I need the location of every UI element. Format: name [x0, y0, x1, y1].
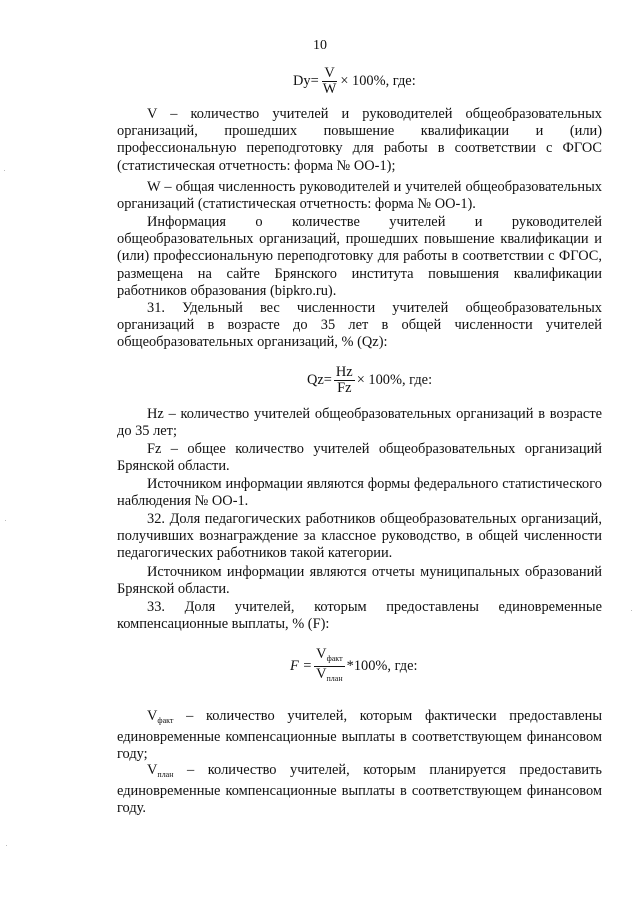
scan-speck [4, 170, 5, 171]
page-number: 10 [313, 38, 327, 53]
paragraph-v-definition: V – количество учителей и руководителей общеобразовательных организаций, прошедших повышение квалификации и (или) профессиональную переподготовку для работы в соответствии с ФГОС (статистическая отчетность: форма № ОО-1); [117, 106, 602, 174]
vfakt-text: – количество учителей, которым фактически предоставлены единовременные компенсационные выплаты в соответствующем финансовом году; [117, 708, 602, 763]
formula-qz-numerator: Hz [335, 364, 353, 380]
formula-qz-lhs: Qz= [307, 372, 332, 388]
vplan-symbol: V [147, 762, 158, 778]
paragraph-source-oo1: Источником информации являются формы федерального статистического наблюдения № ОО-1. [117, 476, 602, 510]
formula-f-numerator: $V_{факт}$ [314, 647, 344, 667]
formula-dy [293, 66, 416, 97]
formula-dy-fraction [321, 66, 339, 97]
vplan-subscript: план [157, 770, 174, 779]
paragraph-vplan-definition [117, 762, 602, 818]
paragraph-fz-definition: Fz – общее количество учителей общеобразовательных организаций Брянской области. [117, 441, 602, 475]
paragraph-source-municipal: Источником информации являются отчеты муниципальных образований Брянской области. [117, 564, 602, 598]
formula-qz-fraction [334, 365, 355, 396]
formula-qz-denominator: Fz [337, 380, 352, 396]
paragraph-vfakt-definition [117, 708, 602, 764]
formula-f-rhs: *100%, где: [346, 658, 418, 674]
formula-f-lhs: F = [290, 658, 313, 674]
formula-dy-numerator: V [324, 65, 335, 81]
vfakt-subscript: факт [157, 716, 174, 725]
paragraph-item-31: 31. Удельный вес численности учителей общеобразовательных организаций в возрасте до 35 лет в общей численности учителей общеобразовательных организаций, % (Qz): [117, 300, 602, 351]
scan-speck [6, 845, 7, 846]
formula-f-denominator: $V_{план}$ [316, 666, 343, 683]
formula-dy-lhs: Dy= [293, 73, 319, 89]
scan-speck [5, 520, 6, 521]
formula-dy-denominator: W [322, 81, 337, 97]
paragraph-item-33: 33. Доля учителей, которым предоставлены единовременные компенсационные выплаты, % (F): [117, 599, 602, 633]
vfakt-symbol: V [147, 708, 158, 724]
formula-qz [307, 365, 432, 396]
formula-qz-rhs: × 100%, где: [356, 372, 433, 388]
formula-dy-rhs: × 100%, где: [340, 73, 416, 89]
formula-f-fraction [314, 647, 345, 686]
paragraph-item-32: 32. Доля педагогических работников общеобразовательных организаций, получивших вознаграждение за классное руководство, в общей численности педагогических работников такой категории. [117, 511, 602, 562]
paragraph-hz-definition: Hz – количество учителей общеобразовательных организаций в возрасте до 35 лет; [117, 406, 602, 440]
vplan-text: – количество учителей, которым планируется предоставить единовременные компенсационные выплаты в соответствующем финансовом году. [117, 762, 602, 817]
formula-f [290, 647, 417, 686]
paragraph-info-source: Информация о количестве учителей и руководителей общеобразовательных организаций, прошедших повышение квалификации и (или) профессиональную переподготовку для работы в соответствии с ФГОС, размещена на сайте Брянского института повышения квалификации работников образования (bipkro.ru). [117, 214, 602, 299]
scan-speck [631, 610, 632, 611]
paragraph-w-definition: W – общая численность руководителей и учителей общеобразовательных организаций (статистическая отчетность: форма № ОО-1). [117, 179, 602, 213]
